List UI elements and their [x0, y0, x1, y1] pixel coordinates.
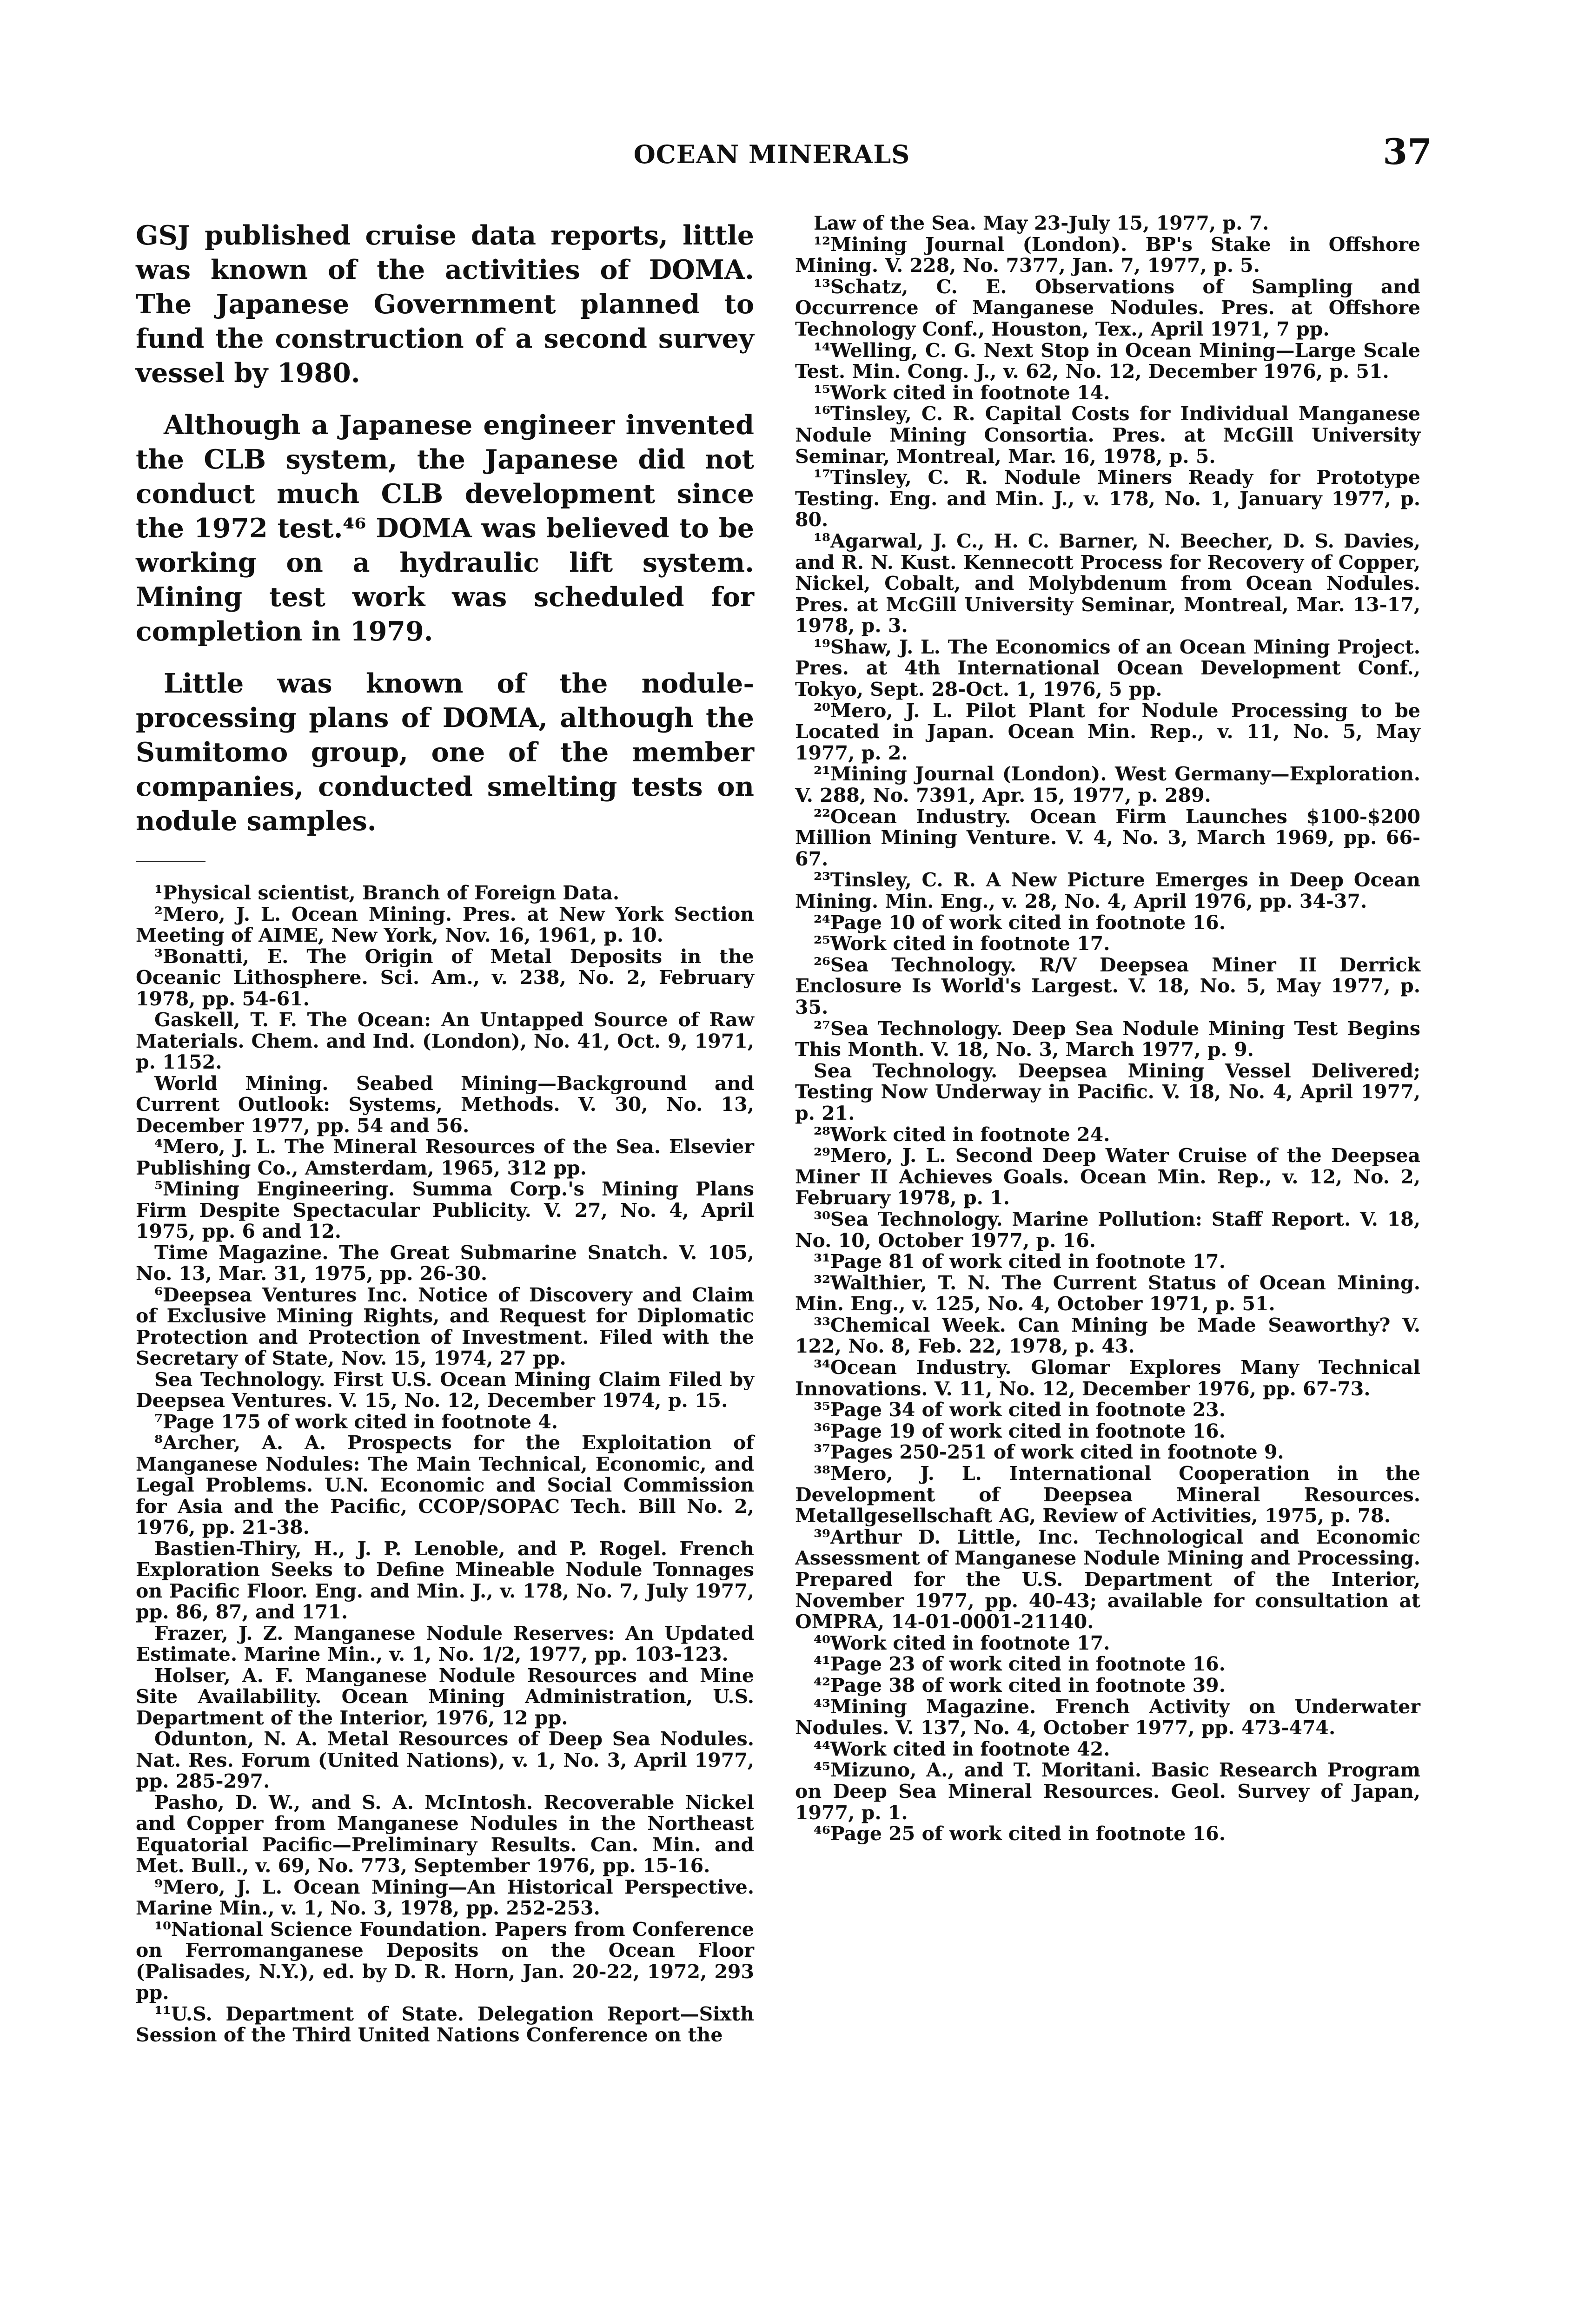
footnote: ¹²Mining Journal (London). BP's Stake in Offshore Mining. V. 228, No. 7377, Jan. 7, 1977, p. 5. [795, 233, 1420, 277]
footnote: ¹⁰National Science Foundation. Papers from Conference on Ferromanganese Deposits on the Ocean Floor (Palisades, N.Y.), ed. by D. R. Horn, Jan. 20-22, 1972, 293 pp. [136, 1918, 754, 2004]
footnote: ³⁸Mero, J. L. International Cooperation in the Development of Deepsea Mineral Resources. Metallgesellschaft AG, Review of Activities, 1975, p. 78. [795, 1462, 1420, 1527]
footnote: ¹⁹Shaw, J. L. The Economics of an Ocean Mining Project. Pres. at 4th International Ocean Development Conf., Tokyo, Sept. 28-Oct. 1, 1976, 5 pp. [795, 635, 1420, 701]
footnotes-left [136, 883, 754, 2046]
footnote: ³⁷Pages 250-251 of work cited in footnote 9. [814, 1441, 1284, 1464]
footnote: Gaskell, T. F. The Ocean: An Untapped Source of Raw Materials. Chem. and Ind. (London), No. 41, Oct. 9, 1971, p. 1152. [136, 1009, 754, 1073]
footnote: Frazer, J. Z. Manganese Nodule Reserves: An Updated Estimate. Marine Min., v. 1, No. 1/2, 1977, pp. 103-123. [136, 1622, 754, 1665]
footnote: World Mining. Seabed Mining—Background and Current Outlook: Systems, Methods. V. 30, No. 13, December 1977, pp. 54 and 56. [136, 1072, 754, 1137]
footnote: ²³Tinsley, C. R. A New Picture Emerges in Deep Ocean Mining. Min. Eng., v. 28, No. 4, April 1976, pp. 34-37. [795, 869, 1420, 912]
footnote: ⁴⁶Page 25 of work cited in footnote 16. [814, 1822, 1226, 1845]
footnote: ⁸Archer, A. A. Prospects for the Exploitation of Manganese Nodules: The Main Technical, Economic, and Legal Problems. U.N. Economic and Social Commission for Asia and the Pacific, CCOP/SOPAC Tech. Bill No. 2, 1976, pp. 21-38. [136, 1432, 754, 1538]
footnote: ³⁹Arthur D. Little, Inc. Technological and Economic Assessment of Manganese Nodule Mining and Processing. Prepared for the U.S. Department of the Interior, November 1977, pp. 40-43; available for consultation at OMPRA, 14-01-0001-21140. [795, 1525, 1420, 1633]
footnote: ⁶Deepsea Ventures Inc. Notice of Discovery and Claim of Exclusive Mining Rights, and Request for Diplomatic Protection and Protection of Investment. Filed with the Secretary of State, Nov. 15, 1974, 27 pp. [136, 1283, 754, 1369]
footnote: ³¹Page 81 of work cited in footnote 17. [814, 1250, 1226, 1273]
footnote: ¹Physical scientist, Branch of Foreign Data. [154, 882, 620, 904]
footnote: ⁴²Page 38 of work cited in footnote 39. [814, 1674, 1226, 1697]
left-column [136, 218, 754, 2046]
footnote: ¹⁵Work cited in footnote 14. [814, 381, 1110, 404]
footnote: ⁴⁰Work cited in footnote 17. [814, 1631, 1110, 1654]
footnote: ⁴³Mining Magazine. French Activity on Underwater Nodules. V. 137, No. 4, October 1977, pp. 473-474. [795, 1695, 1420, 1739]
footnote: ³³Chemical Week. Can Mining be Made Seaworthy? V. 122, No. 8, Feb. 22, 1978, p. 43. [795, 1314, 1420, 1358]
footnote: ²⁸Work cited in footnote 24. [814, 1123, 1110, 1146]
footnote: ²⁵Work cited in footnote 17. [814, 932, 1110, 955]
footnote: Sea Technology. First U.S. Ocean Mining Claim Filed by Deepsea Ventures. V. 15, No. 12, December 1974, p. 15. [136, 1368, 754, 1412]
footnote-divider [136, 861, 206, 862]
footnote: ²⁴Page 10 of work cited in footnote 16. [814, 911, 1226, 934]
body-paragraph: Although a Japanese engineer invented the CLB system, the Japanese did not conduct much CLB development since the 1972 test.⁴⁶ DOMA was believed to be working on a hydraulic lift system. Mining test work was scheduled for completion in 1979. [136, 409, 754, 647]
footnote: ²Mero, J. L. Ocean Mining. Pres. at New York Section Meeting of AIME, New York, Nov. 16, 1961, p. 10. [136, 903, 754, 946]
footnote: ³⁶Page 19 of work cited in footnote 16. [814, 1419, 1226, 1442]
footnote: ¹¹U.S. Department of State. Delegation Report—Sixth Session of the Third United Nations Conference on the [136, 2002, 754, 2046]
footnote: ⁷Page 175 of work cited in footnote 4. [154, 1410, 558, 1433]
footnote: ⁹Mero, J. L. Ocean Mining—An Historical Perspective. Marine Min., v. 1, No. 3, 1978, pp. 252-253. [136, 1875, 754, 1919]
footnote: ¹⁶Tinsley, C. R. Capital Costs for Individual Manganese Nodule Mining Consortia. Pres. at McGill University Seminar, Montreal, Mar. 16, 1978, p. 5. [795, 403, 1420, 468]
footnote: ¹⁴Welling, C. G. Next Stop in Ocean Mining—Large Scale Test. Min. Cong. J., v. 62, No. 12, December 1976, p. 51. [795, 339, 1420, 383]
footnote: Pasho, D. W., and S. A. McIntosh. Recoverable Nickel and Copper from Manganese Nodules in the Northeast Equatorial Pacific—Preliminary Results. Can. Min. and Met. Bull., v. 69, No. 773, September 1976, pp. 15-16. [136, 1791, 754, 1877]
footnote: ³⁰Sea Technology. Marine Pollution: Staff Report. V. 18, No. 10, October 1977, p. 16. [795, 1208, 1420, 1252]
footnote: Odunton, N. A. Metal Resources of Deep Sea Nodules. Nat. Res. Forum (United Nations), v. 1, No. 3, April 1977, pp. 285-297. [136, 1728, 754, 1792]
footnote: ⁴⁴Work cited in footnote 42. [814, 1737, 1110, 1760]
footnote: ²⁶Sea Technology. R/V Deepsea Miner II Derrick Enclosure Is World's Largest. V. 18, No. 5, May 1977, p. 35. [795, 953, 1420, 1018]
footnote: ⁵Mining Engineering. Summa Corp.'s Mining Plans Firm Despite Spectacular Publicity. V. 27, No. 4, April 1975, pp. 6 and 12. [136, 1178, 754, 1242]
footnote: ¹⁷Tinsley, C. R. Nodule Miners Ready for Prototype Testing. Eng. and Min. J., v. 178, No. 1, January 1977, p. 80. [795, 466, 1420, 531]
footnote: Law of the Sea. May 23-July 15, 1977, p. 7. [814, 212, 1269, 234]
footnote: ¹⁸Agarwal, J. C., H. C. Barner, N. Beecher, D. S. Davies, and R. N. Kust. Kennecott Process for Recovery of Copper, Nickel, Cobalt, and Molybdenum from Ocean Nodules. Pres. at McGill University Seminar, Montreal, Mar. 13-17, 1978, p. 3. [795, 529, 1420, 637]
footnote: ³⁴Ocean Industry. Glomar Explores Many Technical Innovations. V. 11, No. 12, December 1976, pp. 67-73. [795, 1356, 1420, 1400]
footnote: Bastien-Thiry, H., J. P. Lenoble, and P. Rogel. French Exploration Seeks to Define Mineable Nodule Tonnages on Pacific Floor. Eng. and Min. J., v. 178, No. 7, July 1977, pp. 86, 87, and 171. [136, 1537, 754, 1623]
footnote: Sea Technology. Deepsea Mining Vessel Delivered; Testing Now Underway in Pacific. V. 18, No. 4, April 1977, p. 21. [795, 1059, 1420, 1124]
footnote: ⁴⁵Mizuno, A., and T. Moritani. Basic Research Program on Deep Sea Mineral Resources. Geol. Survey of Japan, 1977, p. 1. [795, 1759, 1420, 1824]
footnote: ²⁷Sea Technology. Deep Sea Nodule Mining Test Begins This Month. V. 18, No. 3, March 1977, p. 9. [795, 1017, 1420, 1061]
footnote: ²⁹Mero, J. L. Second Deep Water Cruise of the Deepsea Miner II Achieves Goals. Ocean Min. Rep., v. 12, No. 2, February 1978, p. 1. [795, 1144, 1420, 1209]
right-column [795, 213, 1420, 1845]
footnote: ⁴Mero, J. L. The Mineral Resources of the Sea. Elsevier Publishing Co., Amsterdam, 1965, 312 pp. [136, 1136, 754, 1179]
running-title: OCEAN MINERALS [633, 139, 910, 169]
body-paragraph: GSJ published cruise data reports, little was known of the activities of DOMA. The Japanese Government planned to fund the construction of a second survey vessel by 1980. [136, 220, 754, 389]
footnote: Time Magazine. The Great Submarine Snatch. V. 105, No. 13, Mar. 31, 1975, pp. 26-30. [136, 1241, 754, 1285]
footnote: Holser, A. F. Manganese Nodule Resources and Mine Site Availability. Ocean Mining Administration, U.S. Department of the Interior, 1976, 12 pp. [136, 1664, 754, 1729]
footnote: ³²Walthier, T. N. The Current Status of Ocean Mining. Min. Eng., v. 125, No. 4, October 1971, p. 51. [795, 1271, 1420, 1315]
footnote: ¹³Schatz, C. E. Observations of Sampling and Occurrence of Manganese Nodules. Pres. at Offshore Technology Conf., Houston, Tex., April 1971, 7 pp. [795, 275, 1420, 340]
footnote: ²²Ocean Industry. Ocean Firm Launches $100-$200 Million Mining Venture. V. 4, No. 3, March 1969, pp. 66-67. [795, 805, 1420, 870]
page-number: 37 [1383, 131, 1432, 172]
footnote: ²¹Mining Journal (London). West Germany—Exploration. V. 288, No. 7391, Apr. 15, 1977, p. 289. [795, 763, 1420, 807]
body-paragraph: Little was known of the nodule-processing plans of DOMA, although the Sumitomo group, one of the member companies, conducted smelting tests on nodule samples. [136, 668, 754, 837]
footnote: ²⁰Mero, J. L. Pilot Plant for Nodule Processing to be Located in Japan. Ocean Min. Rep., v. 11, No. 5, May 1977, p. 2. [795, 699, 1420, 764]
footnotes-right [795, 213, 1420, 1845]
footnote: ³Bonatti, E. The Origin of Metal Deposits in the Oceanic Lithosphere. Sci. Am., v. 238, No. 2, February 1978, pp. 54-61. [136, 945, 754, 1010]
footnote: ³⁵Page 34 of work cited in footnote 23. [814, 1399, 1226, 1421]
footnote: ⁴¹Page 23 of work cited in footnote 16. [814, 1653, 1226, 1676]
